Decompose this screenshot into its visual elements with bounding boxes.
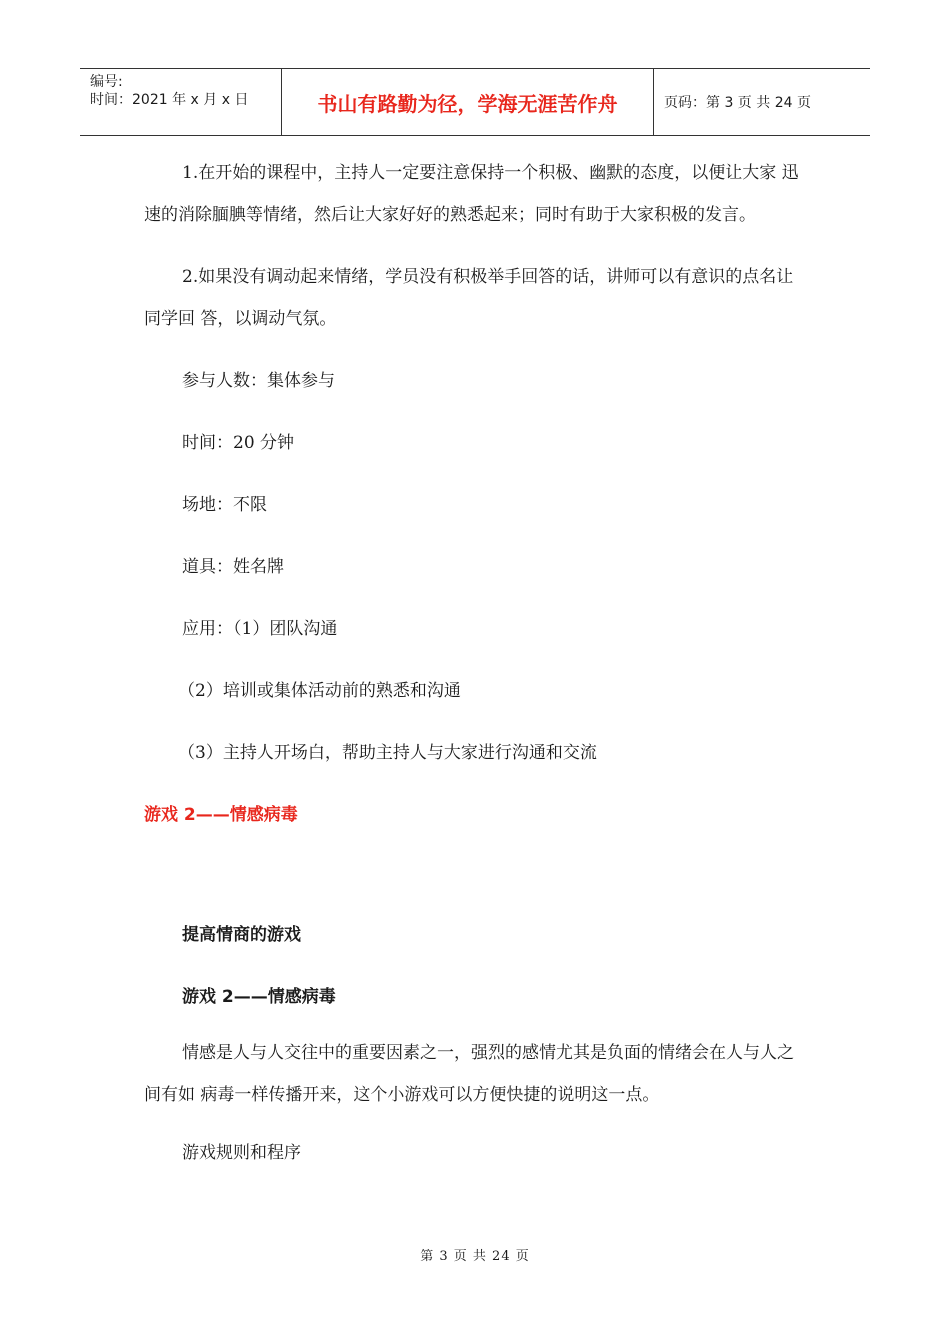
section-heading: 提高情商的游戏 xyxy=(182,925,301,945)
page-footer: 第 3 页 共 24 页 xyxy=(420,1249,530,1264)
venue-line: 场地：不限 xyxy=(182,495,267,515)
rules-heading: 游戏规则和程序 xyxy=(182,1143,301,1163)
document-date-label: 时间：2021 年 x 月 x 日 xyxy=(90,92,249,108)
game-heading-red: 游戏 2——情感病毒 xyxy=(144,805,298,825)
time-line: 时间：20 分钟 xyxy=(182,433,295,453)
paragraph-1: 1.在开始的课程中，主持人一定要注意保持一个积极、幽默的态度，以便让大家 迅速的消除腼腆等情绪，然后让大家好好的熟悉起来；同时有助于大家积极的发言。 xyxy=(144,163,799,225)
document-number-label: 编号: xyxy=(90,74,123,90)
props-line: 道具：姓名牌 xyxy=(182,557,284,577)
document-body xyxy=(144,152,810,1184)
header-meta-cell xyxy=(80,69,282,135)
participants-line: 参与人数：集体参与 xyxy=(182,371,335,391)
header-table xyxy=(80,68,870,136)
paragraph-3: 情感是人与人交往中的重要因素之一，强烈的感情尤其是负面的情绪会在人与人之间有如 病毒一样传播开来，这个小游戏可以方便快捷的说明这一点。 xyxy=(144,1043,794,1105)
application-item-2: （2）培训或集体活动前的熟悉和沟通 xyxy=(178,681,461,701)
application-line: 应用：（1）团队沟通 xyxy=(182,619,338,639)
paragraph-2: 2.如果没有调动起来情绪，学员没有积极举手回答的话，讲师可以有意识的点名让同学回 答，以调动气氛。 xyxy=(144,267,794,329)
header-motto: 书山有路勤为径，学海无涯苦作舟 xyxy=(282,69,654,135)
header-page-number: 页码：第 3 页 共 24 页 xyxy=(664,95,811,111)
game-heading: 游戏 2——情感病毒 xyxy=(182,987,336,1007)
application-item-3: （3）主持人开场白，帮助主持人与大家进行沟通和交流 xyxy=(178,743,597,763)
